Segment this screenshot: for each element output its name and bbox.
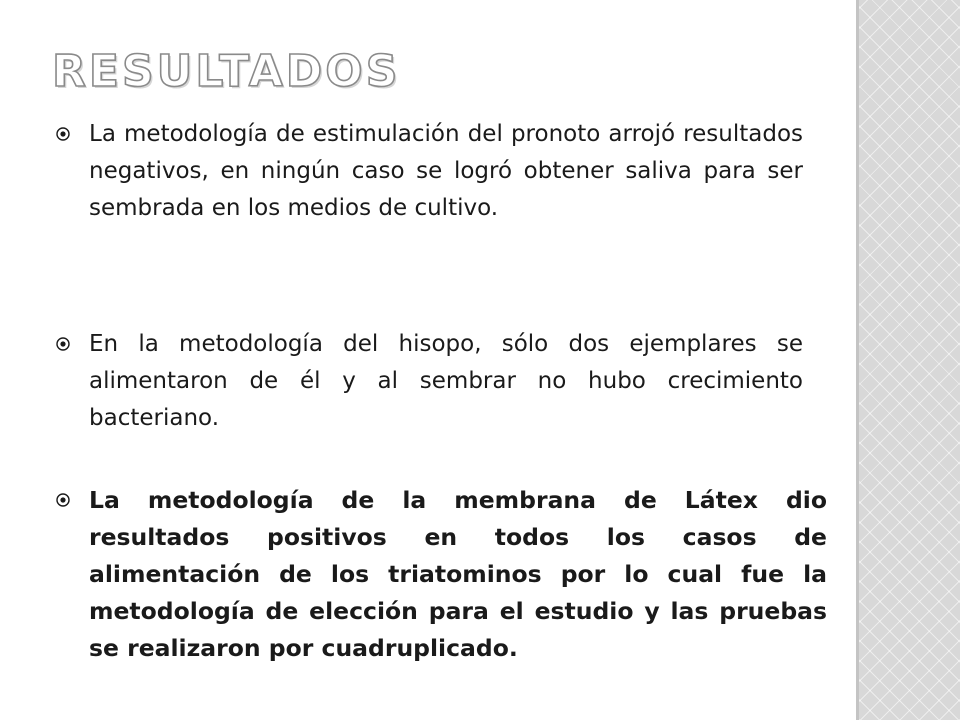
bullet-text: En la metodología del hisopo, sólo dos ejemplares se alimentaron de él y al sembrar no hubo crecimiento bacteriano. (89, 331, 803, 431)
bullet-item-bold (56, 482, 826, 667)
bullet-text: La metodología de la membrana de Látex dio resultados positivos en todos los casos de alimentación de los triatominos por lo cual fue la metodología de elección para el estudio y las pruebas se realizaron por cuadruplicado. (89, 486, 827, 662)
circled-dot-icon (56, 493, 70, 507)
bullet-item (56, 116, 826, 227)
bullet-text: La metodología de estimulación del pronoto arrojó resultados negativos, en ningún caso se logró obtener saliva para ser sembrada en los medios de cultivo. (89, 121, 803, 221)
circled-dot-icon (56, 337, 70, 351)
bullet-item (56, 326, 826, 437)
decorative-side-panel (856, 0, 960, 720)
circled-dot-icon (56, 127, 70, 141)
slide-title: RESULTADOS (52, 46, 401, 97)
